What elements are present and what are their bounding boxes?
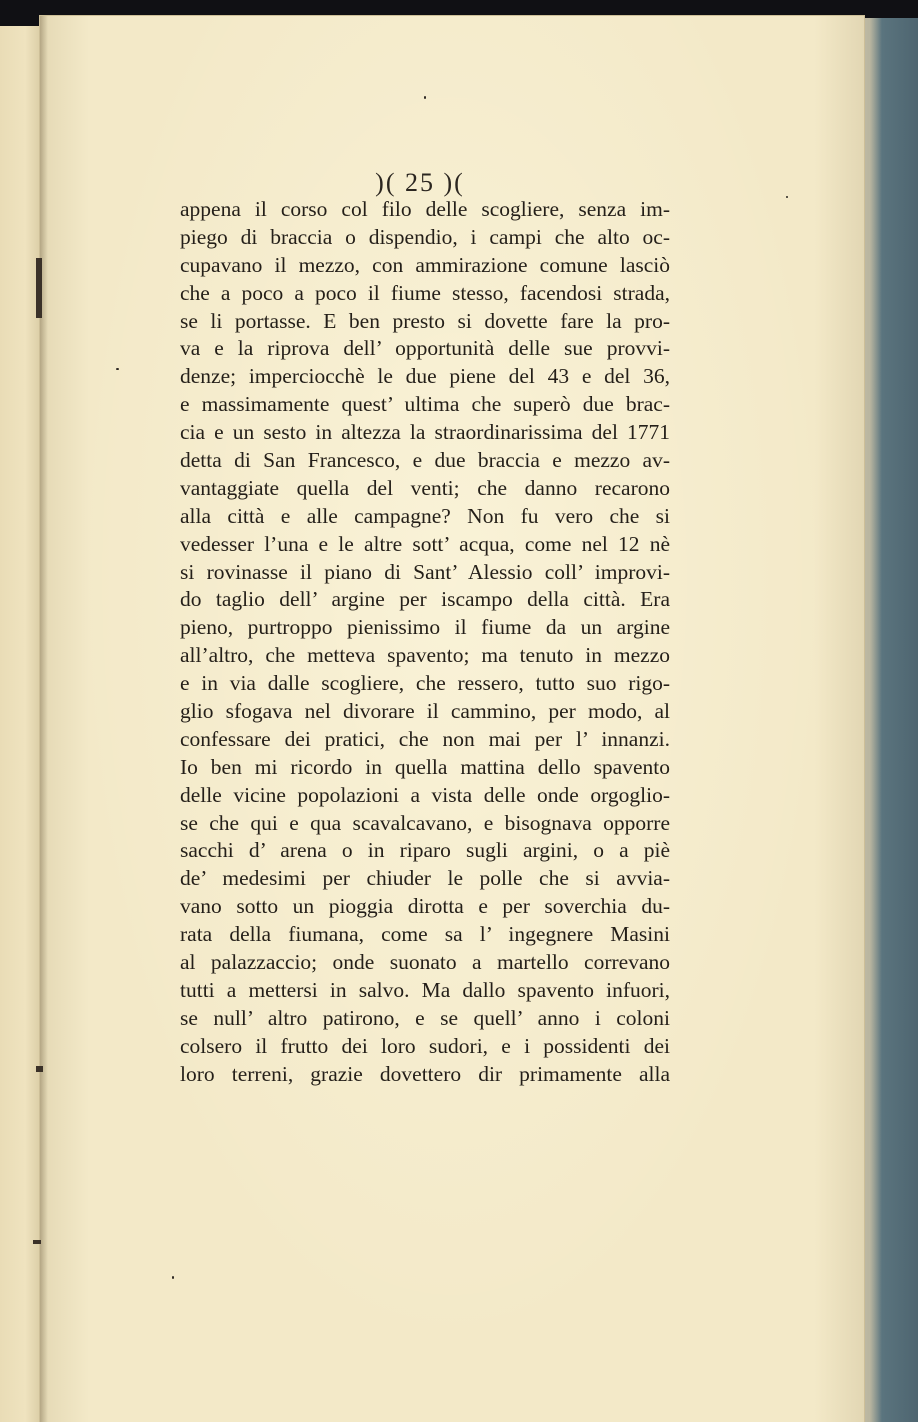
text-line: va e la riprova dell’ opportunità delle sue provvi- [180,336,670,361]
text-line: alla città e alle campagne? Non fu vero che si [180,503,670,528]
page-number: )( 25 )( [375,168,465,197]
text-line: se null’ altro patirono, e se quell’ anno i coloni [180,1005,670,1030]
paper-speck [172,1276,174,1279]
text-line: delle vicine popolazioni a vista delle onde orgoglio- [180,782,670,807]
paper-speck [116,368,119,370]
text-line: confessare dei pratici, che non mai per l’ innanzi. [180,726,670,751]
binding-mark [36,258,42,318]
text-line: denze; imperciocchè le due piene del 43 e del 36, [180,364,670,389]
text-line: vano sotto un pioggia dirotta e per soverchia du- [180,894,670,919]
text-line: cia e un sesto in altezza la straordinarissima del 1771 [180,420,670,445]
text-line: che a poco a poco il fiume stesso, facendosi strada, [180,280,670,305]
text-line: e massimamente quest’ ultima che superò due brac- [180,392,670,417]
paper-speck [786,196,788,198]
text-line: vedesser l’una e le altre sott’ acqua, come nel 12 nè [180,531,670,556]
text-line: pieno, purtroppo pienissimo il fiume da un argine [180,615,670,640]
text-line: tutti a mettersi in salvo. Ma dallo spavento infuori, [180,977,670,1002]
text-line: appena il corso col filo delle scogliere, senza im- [180,197,670,221]
text-line: rata della fiumana, come sa l’ ingegnere Masini [180,922,670,947]
text-line: cupavano il mezzo, con ammirazione comune lasciò [180,252,670,277]
text-line: si rovinasse il piano di Sant’ Alessio coll’ improvi- [180,559,670,584]
text-line: se li portasse. E ben presto si dovette fare la pro- [180,308,670,333]
text-line: piego di braccia o dispendio, i campi che alto oc- [180,224,670,249]
paper-speck [424,96,426,99]
text-line: do taglio dell’ argine per iscampo della città. Era [180,587,670,612]
text-line: se che qui e qua scavalcavano, e bisognava opporre [180,810,670,835]
text-line: vantaggiate quella del venti; che danno recarono [180,475,670,500]
text-line: sacchi d’ arena o in riparo sugli argini, o a piè [180,838,670,863]
text-line: de’ medesimi per chiuder le polle che si avvia- [180,866,670,891]
text-line: colsero il frutto dei loro sudori, e i possidenti dei [180,1033,670,1058]
gutter-shadow [40,16,48,1422]
text-line: al palazzaccio; onde suonato a martello correvano [180,950,670,975]
binding-mark [33,1240,41,1244]
text-line: glio sfogava nel divorare il cammino, per modo, al [180,699,670,724]
text-line: all’altro, che metteva spavento; ma tenuto in mezzo [180,643,670,668]
text-line: e in via dalle scogliere, che ressero, tutto suo rigo- [180,671,670,696]
binding-mark [36,1066,43,1072]
text-line: loro terreni, grazie dovettero dir primamente alla [180,1061,670,1086]
previous-page-edge [0,26,43,1422]
text-line: Io ben mi ricordo in quella mattina dello spavento [180,754,670,779]
body-text [180,196,670,1089]
text-line: detta di San Francesco, e due braccia e mezzo av- [180,448,670,473]
